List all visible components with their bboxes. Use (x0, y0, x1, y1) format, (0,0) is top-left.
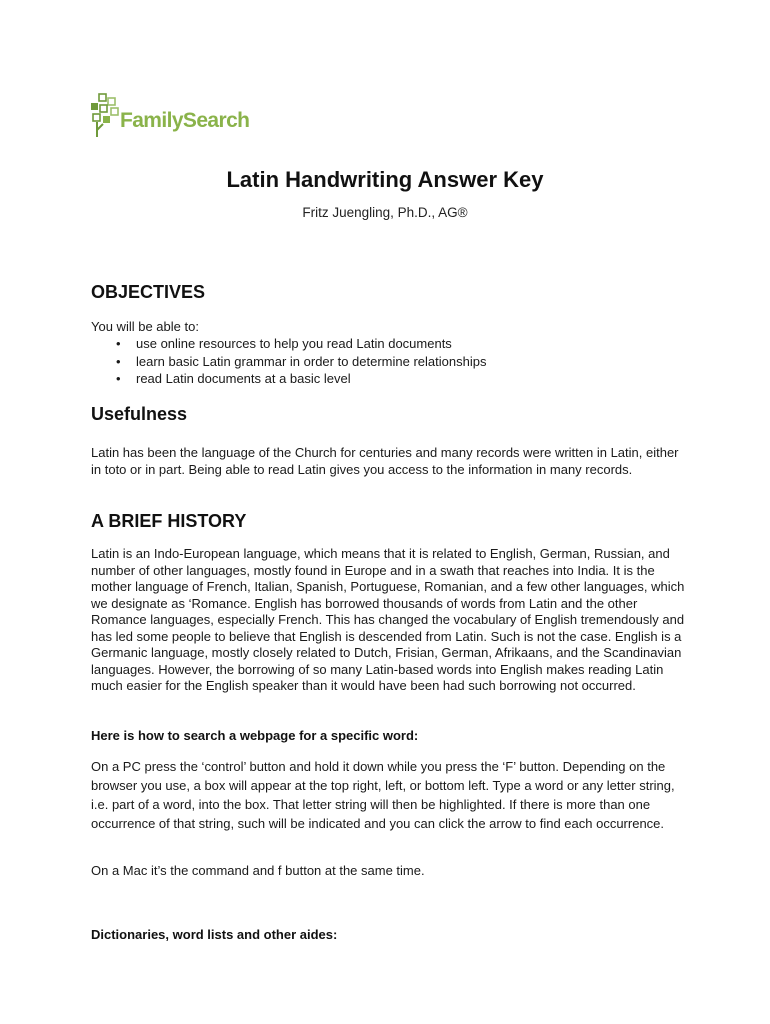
objectives-list (91, 335, 486, 388)
familysearch-logo[interactable] (89, 92, 264, 140)
family-tree-icon (89, 92, 123, 138)
document-title: Latin Handwriting Answer Key (226, 167, 544, 192)
search-tip-mac-paragraph: On a Mac it’s the command and f button at the same time. (91, 863, 425, 878)
usefulness-paragraph: Latin has been the language of the Church for centuries and many records were written in Latin, either in toto or in part. Being able to read Latin gives you access to the information in many records. (91, 445, 679, 477)
search-tip-heading: Here is how to search a webpage for a specific word: (91, 728, 419, 743)
list-item: • use online resources to help you read Latin documents (116, 336, 452, 351)
bullet-icon: • (116, 336, 121, 351)
history-heading: A BRIEF HISTORY (91, 511, 247, 531)
usefulness-heading: Usefulness (91, 404, 188, 424)
list-item: • read Latin documents at a basic level (116, 371, 351, 386)
search-tip-pc-paragraph: On a PC press the ‘control’ button and hold it down while you press the ‘F’ button. Depending on the browser you use, a box will appear at the top right, left, or bottom left. Type a word or any letter string, i.e. part of a word, into the box. That letter string will then be highlighted. If there is more than one occurrence of that string, such will be indicated and you can click the arrow to find each occurrence. (91, 759, 675, 831)
objectives-intro: You will be able to: (91, 319, 199, 334)
document-author: Fritz Juengling, Ph.D., AG® (302, 205, 468, 220)
logo-wordmark: FamilySearch (120, 109, 250, 132)
bullet-icon: • (116, 353, 121, 369)
list-item: • learn basic Latin grammar in order to determine relationships (116, 353, 487, 369)
dictionaries-heading: Dictionaries, word lists and other aides: (91, 927, 338, 942)
objectives-heading: OBJECTIVES (91, 282, 206, 302)
history-paragraph: Latin is an Indo-European language, which means that it is related to English, German, Russian, and number of other languages, mostly found in Europe and in a swath that reaches into India. It is the mother language of French, Italian, Spanish, Portuguese, Romanian, and a few other languages, which we designate as ‘Romance. English has borrowed thousands of words from Latin and the other Romance languages, especially French. This has changed the vocabulary of English tremendously and has led some people to believe that English is descended from Latin. Such is not the case. English is a Germanic language, mostly closely related to Dutch, Frisian, German, Afrikaans, and the Scandinavian languages. However, the borrowing of so many Latin-based words into English makes reading Latin much easier for the English speaker than it would have been had such borrowing not occurred. (91, 546, 685, 693)
bullet-icon: • (116, 371, 121, 386)
